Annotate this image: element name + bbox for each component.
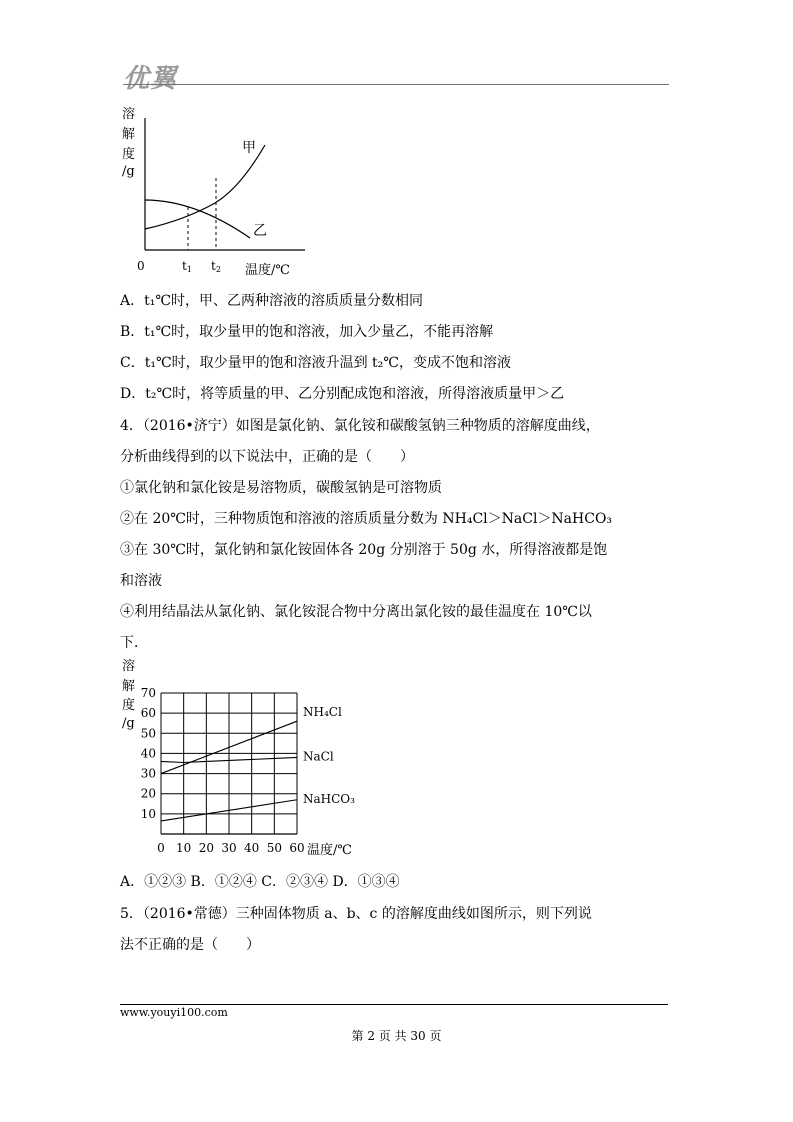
q4-options: A．①②③ B．①②④ C．②③④ D．①③④ [120, 874, 400, 890]
q4-statement-3-line2: 和溶液 [120, 573, 162, 589]
chart-y-tick-label: 30 [140, 766, 156, 781]
chart-y-tick-label: 20 [140, 786, 156, 801]
chart-series-label: NH₄Cl [303, 705, 342, 720]
chart-ylabel-char: 解 [122, 679, 136, 694]
fig1-tick-t2: t2 [211, 259, 221, 274]
q4-statement-2: ②在 20℃时，三种物质饱和溶液的溶质质量分数为 NH₄Cl＞NaCl＞NaHCO₃ [120, 511, 613, 527]
chart-series-label: NaHCO₃ [303, 791, 355, 806]
q5-stem-line2: 法不正确的是（ ） [120, 937, 260, 953]
fig1-y-axis-label [122, 106, 135, 179]
header-divider [123, 84, 669, 85]
chart-grid [161, 693, 297, 834]
chart-y-ticks [141, 686, 156, 821]
fig1-label-jia: 甲 [242, 140, 256, 156]
q3-option-b: B．t₁℃时，取少量甲的饱和溶液，加入少量乙，不能再溶解 [120, 324, 494, 340]
chart-x-tick-label: 50 [266, 841, 282, 855]
chart-y-tick-label: 70 [140, 686, 156, 700]
chart-ylabel-char: 溶 [122, 659, 136, 674]
chart-x-tick-label: 10 [176, 841, 192, 855]
chart-x-tick-label: 30 [221, 841, 237, 855]
chart-x-tick-label: 40 [244, 841, 260, 855]
fig1-x-axis-label: 温度/℃ [245, 263, 290, 278]
fig1-ylabel-char: /g [122, 164, 135, 179]
fig1-ylabel-char: 解 [122, 127, 136, 142]
fig1-ylabel-char: 度 [122, 147, 136, 162]
q3-option-c: C．t₁℃时，取少量甲的饱和溶液升温到 t₂℃，变成不饱和溶液 [120, 355, 511, 371]
logo: 优翼 [123, 64, 178, 94]
q3-option-a: A．t₁℃时，甲、乙两种溶液的溶质质量分数相同 [120, 293, 424, 309]
chart-x-ticks [157, 841, 304, 855]
q3-option-d: D．t₂℃时，将等质量的甲、乙分别配成饱和溶液，所得溶液质量甲＞乙 [120, 386, 565, 402]
chart-x-tick-label: 0 [157, 841, 165, 855]
fig1-tick-t1: t1 [182, 259, 192, 274]
chart-series-label: NaCl [303, 749, 334, 764]
fig1-curve-jia [145, 145, 265, 229]
q4-statement-4-line1: ④利用结晶法从氯化钠、氯化铵混合物中分离出氯化铵的最佳温度在 10℃以 [120, 604, 592, 620]
chart-x-axis-label: 温度/℃ [307, 843, 352, 858]
footer-divider [120, 1004, 668, 1005]
chart-ylabel-char: 度 [122, 698, 136, 713]
chart-y-tick-label: 40 [140, 746, 156, 761]
q4-statement-3-line1: ③在 30℃时，氯化钠和氯化铵固体各 20g 分别溶于 50g 水，所得溶液都是饱 [120, 542, 608, 558]
q4-statement-4-line2: 下． [120, 635, 148, 651]
fig1-label-yi: 乙 [253, 223, 267, 239]
chart-y-tick-label: 60 [140, 706, 156, 721]
chart-x-tick-label: 60 [289, 841, 305, 855]
q4-stem-line1: 4．（2016•济宁）如图是氯化钠、氯化铵和碳酸氢钠三种物质的溶解度曲线， [120, 418, 600, 434]
chart-ylabel-char: /g [122, 716, 135, 731]
chart-y-tick-label: 10 [140, 806, 156, 821]
figure-jia-yi [115, 100, 315, 280]
footer-url[interactable]: www.youyi100.com [120, 1006, 228, 1019]
fig1-ylabel-char: 溶 [122, 107, 136, 122]
chart-y-axis-label [122, 658, 135, 731]
solubility-chart [115, 658, 375, 870]
chart-x-tick-label: 20 [198, 841, 214, 855]
chart-y-tick-label: 50 [140, 726, 156, 741]
q4-stem-line2: 分析曲线得到的以下说法中，正确的是（ ） [120, 449, 414, 465]
fig1-curve-yi [145, 200, 250, 238]
chart-series [161, 705, 355, 821]
q5-stem-line1: 5．（2016•常德）三种固体物质 a、b、c 的溶解度曲线如图所示，则下列说 [120, 906, 592, 922]
q4-statement-1: ①氯化钠和氯化铵是易溶物质，碳酸氢钠是可溶物质 [120, 480, 442, 496]
page-number: 第 2 页 共 30 页 [351, 1029, 442, 1043]
fig1-origin: 0 [137, 259, 145, 273]
